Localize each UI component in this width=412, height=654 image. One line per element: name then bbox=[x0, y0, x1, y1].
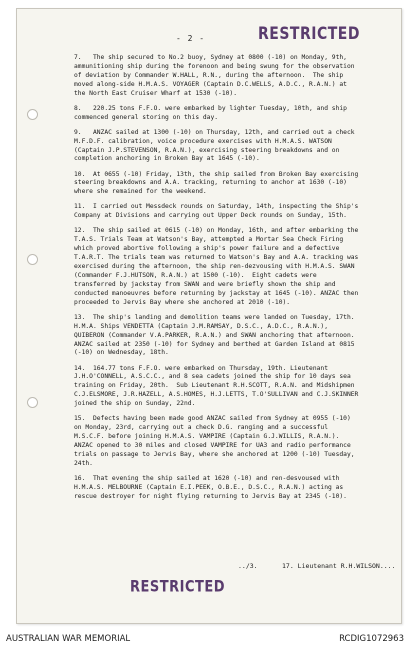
paragraph-16: 16. That evening the ship sailed at 1620 (-10) and ren-desvoused with H.M.A.S. MELBOURNE (Captain E.I.PEEK, O.B.E., D.S.C., R.A.N.) acting as rescue destroyer for night flying returning to Jervis Bay at 2345 (-10). bbox=[74, 474, 347, 500]
paragraph-13: 13. The ship's landing and demolition teams were landed on Tuesday, 17th. H.M.A. Ships VENDETTA (Captain J.M.RAMSAY, D.S.C., A.D.C., R.A.N.), QUIBERON (Commander V.A.PARKER, R.A.N.) and SWAN anchoring that afternoon. ANZAC sailed at 2350 (-10) for Sydney and berthed at Garden Island at 0815 (-10) on Wednesday, 18th. bbox=[74, 313, 363, 357]
punch-hole bbox=[27, 397, 38, 408]
paragraph-11: 11. I carried out Messdeck rounds on Saturday, 14th, inspecting the Ship's Company at Divisions and carrying out Upper Deck rounds on Sunday, 15th. bbox=[74, 203, 363, 220]
paragraph-14: 14. 164.77 tons F.F.O. were embarked on Thursday, 19th. Lieutenant J.H.O'CONNELL, A.S.C.C., and 8 sea cadets joined the ship for 10 days sea training on Friday, 20th. Sub Lieutenant R.H.SCOTT, R.A.N. and Midshipmen C.J.ELSMORE, J.R.HAZELL, A.S.HOMES, H.J.LETTS, T.O'SULLIVAN and C.J.SKINNER joined the ship on Sunday, 22nd. bbox=[74, 364, 363, 408]
paragraph-12: 12. The ship sailed at 0615 (-10) on Monday, 16th, and after embarking the T.A.S. Trials Team at Watson's Bay, attempted a Mortar Sea Check Firing which proved abortive following a ship's power failure and a defective T.A.R.T. The trials team was returned to Watson's Bay and A.A. tracking was exercised during the afternoon, the ship ren-dezvousing with H.M.A.S. SWAN (Commander F.J.HUTSON, R.A.N.) at 1500 (-10). Eight cadets were transferred by jackstay from SWAN and were briefly shown the ship and conducted manoeuvres before returning by jackstay at 1645 (-10). ANZAC then proceeded to Jervis Bay where she anchored at 2010 (-10). bbox=[74, 227, 363, 306]
continuation-next-paragraph: 17. Lieutenant R.H.WILSON.... bbox=[282, 562, 396, 570]
paragraph-7: 7. The ship secured to No.2 buoy, Sydney at 0800 (-10) on Monday, 9th, ammunitioning ship during the forenoon and being swung for the observation of deviation by Commander W.HALL, R.N., during the afternoon. The ship moved along-side H.M.A.S. VOYAGER (Captain D.C.WELLS, A.D.C., R.A.N.) at the North East Cruiser Wharf at 1530 (-10). bbox=[74, 54, 359, 97]
restricted-stamp-bottom: RESTRICTED bbox=[130, 578, 226, 597]
paragraph-10: 10. At 0655 (-10) Friday, 13th, the ship sailed from Broken Bay exercising steering breakdowns and A.A. tracking, returning to anchor at 1630 (-10) where she remained for the weekend. bbox=[74, 170, 363, 196]
continuation-mark: ../3. bbox=[238, 562, 258, 570]
paragraph-8: 8. 220.25 tons F.F.O. were embarked by lighter Tuesday, 10th, and ship commenced general storing on this day. bbox=[74, 104, 351, 121]
paragraph-9: 9. ANZAC sailed at 1300 (-10) on Thursday, 12th, and carried out a check M.F.D.F. calibration, voice procedure exercises with H.M.A.S. WATSON (Captain J.P.STEVENSON, R.A.N.), exercising steering breakdowns and on completion anchoring in Broken Bay at 1645 (-10). bbox=[74, 128, 359, 163]
archive-reference-id: RCDIG1072963 bbox=[339, 634, 404, 644]
restricted-stamp-top: RESTRICTED bbox=[258, 24, 360, 44]
page-number: - 2 - bbox=[176, 34, 206, 43]
paragraph-15: 15. Defects having been made good ANZAC sailed from Sydney at 0955 (-10) on Monday, 23rd, carrying out a check D.G. ranging and a successful M.S.C.F. before joining H.M.A.S. VAMPIRE (Captain G.J.WILLIS, R.A.N.). ANZAC opened to 30 miles and closed VAMPIRE for UA3 and radio performance trials on passage to Jervis Bay, where she anchored at 1200 (-10) Tuesday, 24th. bbox=[74, 415, 359, 467]
archive-caption: AUSTRALIAN WAR MEMORIAL bbox=[6, 634, 131, 644]
punch-hole bbox=[27, 109, 38, 120]
document-body bbox=[74, 54, 362, 508]
punch-hole bbox=[27, 254, 38, 265]
